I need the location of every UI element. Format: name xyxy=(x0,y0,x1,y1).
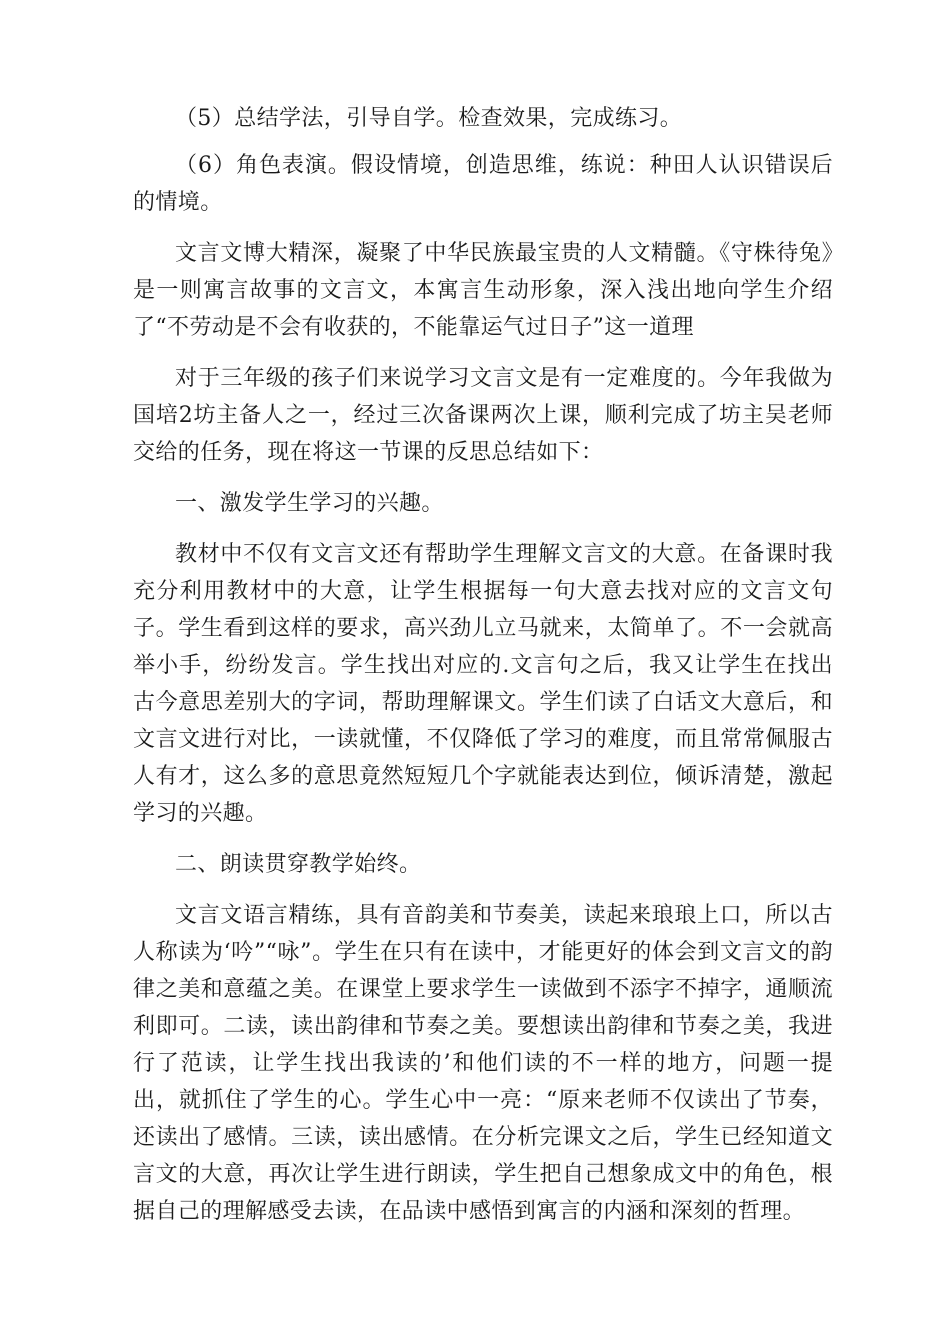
paragraph-context: 对于三年级的孩子们来说学习文言文是有一定难度的。今年我做为国培2坊主备人之一，经过三次备课两次上课，顺利完成了坊主吴老师交给的任务，现在将这一节课的反思总结如下： xyxy=(133,366,833,465)
section-heading-2: 二、朗读贯穿教学始终。 xyxy=(175,852,422,877)
paragraph-step-5: （5）总结学法，引导自学。检查效果，完成练习。 xyxy=(175,106,683,131)
section-heading-1: 一、激发学生学习的兴趣。 xyxy=(175,491,444,516)
document-page xyxy=(133,100,833,1230)
paragraph-intro: 文言文博大精深，凝聚了中华民族最宝贵的人文精髓。《守株待兔》是一则寓言故事的文言文，本寓言生动形象，深入浅出地向学生介绍了“不劳动是不会有收获的，不能靠运气过日子”这一道理 xyxy=(133,241,833,340)
paragraph-section-2: 文言文语言精练，具有音韵美和节奏美，读起来琅琅上口，所以古人称读为‘吟”“咏”。学生在只有在读中，才能更好的体会到文言文的韵律之美和意蕴之美。在课堂上要求学生一读做到不添字不掉字，通顺流利即可。二读，读出韵律和节奏之美。要想读出韵律和节奏之美，我进行了范读，让学生找出我读的’和他们读的不一样的地方，问题一提出，就抓住了学生的心。学生心中一亮：“原来老师不仅读出了节奏，还读出了感情。三读，读出感情。在分析完课文之后，学生已经知道文言文的大意，再次让学生进行朗读，学生把自己想象成文中的角色，根据自己的理解感受去读，在品读中感悟到寓言的内涵和深刻的哲理。 xyxy=(133,903,833,1224)
paragraph-step-6: （6）角色表演。假设情境，创造思维，练说：种田人认识错误后的情境。 xyxy=(133,153,833,215)
paragraph-section-1: 教材中不仅有文言文还有帮助学生理解文言文的大意。在备课时我充分利用教材中的大意，让学生根据每一句大意去找对应的文言文句子。学生看到这样的要求，高兴劲儿立马就来，太简单了。不一会就高举小手，纷纷发言。学生找出对应的.文言句之后，我又让学生在找出古今意思差别大的字词，帮助理解课文。学生们读了白话文大意后，和文言文进行对比，一读就懂，不仅降低了学习的难度，而且常常佩服古人有才，这么多的意思竟然短短几个字就能表达到位，倾诉清楚，激起学习的兴趣。 xyxy=(133,542,833,826)
